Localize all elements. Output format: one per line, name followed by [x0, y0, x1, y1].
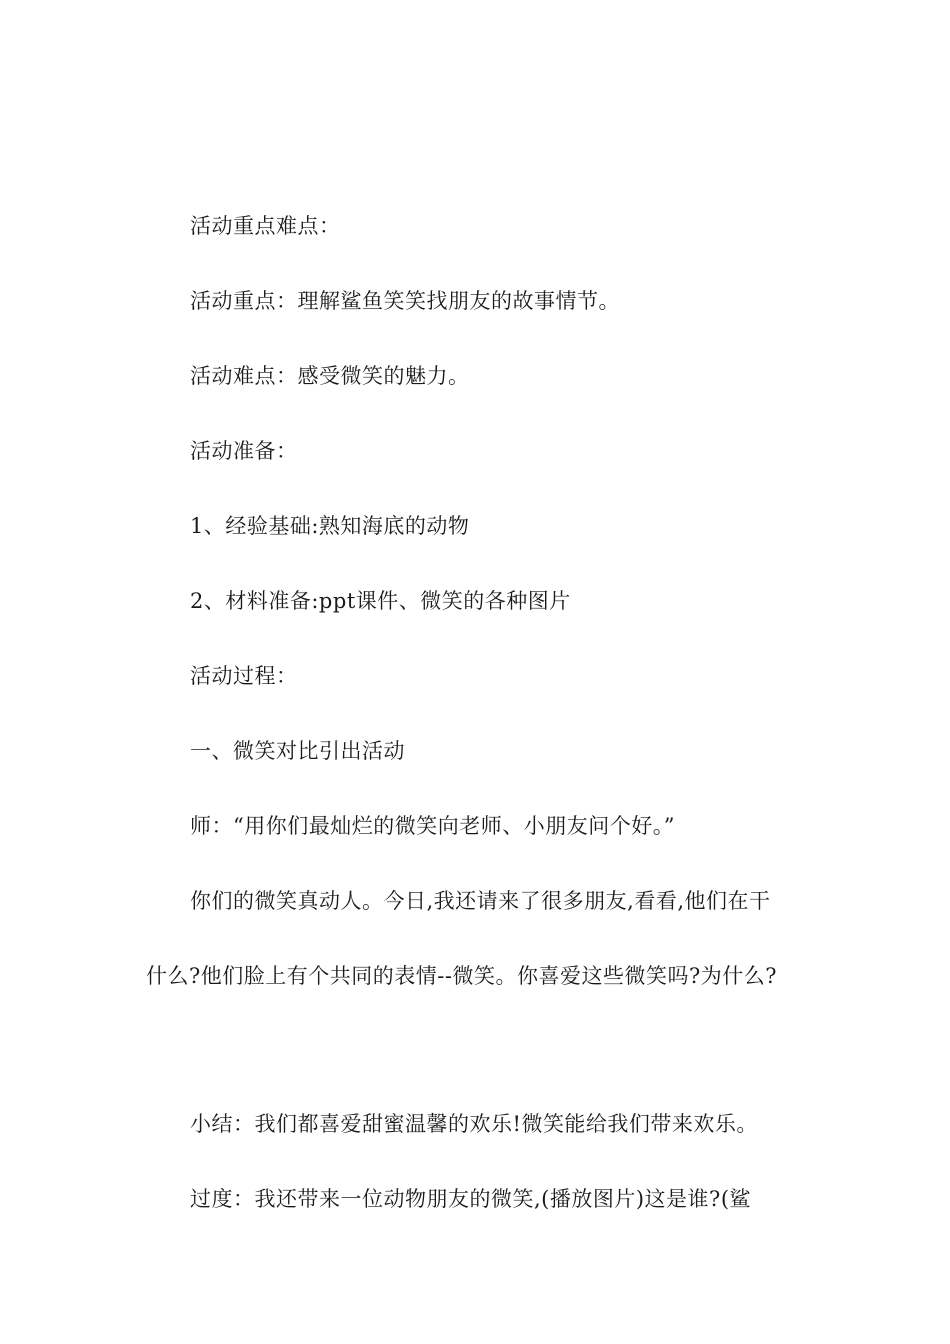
- paragraph-prep-experience: 1、经验基础:熟知海底的动物: [190, 514, 470, 538]
- paragraph-summary: 小结：我们都喜爱甜蜜温馨的欢乐!微笑能给我们带来欢乐。: [190, 1112, 758, 1136]
- paragraph-prep-materials: 2、材料准备:ppt课件、微笑的各种图片: [190, 589, 571, 613]
- heading-preparation: 活动准备：: [190, 439, 298, 463]
- paragraph-difficult-point: 活动难点：感受微笑的魅力。: [190, 364, 470, 388]
- heading-key-difficult-points: 活动重点难点：: [190, 214, 341, 238]
- paragraph-smile-line-1: 你们的微笑真动人。今日,我还请来了很多朋友,看看,他们在干: [190, 889, 771, 913]
- section-heading-one: 一、微笑对比引出活动: [190, 739, 405, 763]
- heading-process: 活动过程：: [190, 664, 298, 688]
- paragraph-key-point: 活动重点：理解鲨鱼笑笑找朋友的故事情节。: [190, 289, 620, 313]
- paragraph-teacher-greeting: 师：“用你们最灿烂的微笑向老师、小朋友问个好。”: [190, 814, 675, 838]
- paragraph-transition: 过度：我还带来一位动物朋友的微笑,(播放图片)这是谁?(鲨: [190, 1187, 752, 1211]
- paragraph-smile-line-2: 什么?他们脸上有个共同的表情--微笑。你喜爱这些微笑吗?为什么?: [146, 964, 777, 988]
